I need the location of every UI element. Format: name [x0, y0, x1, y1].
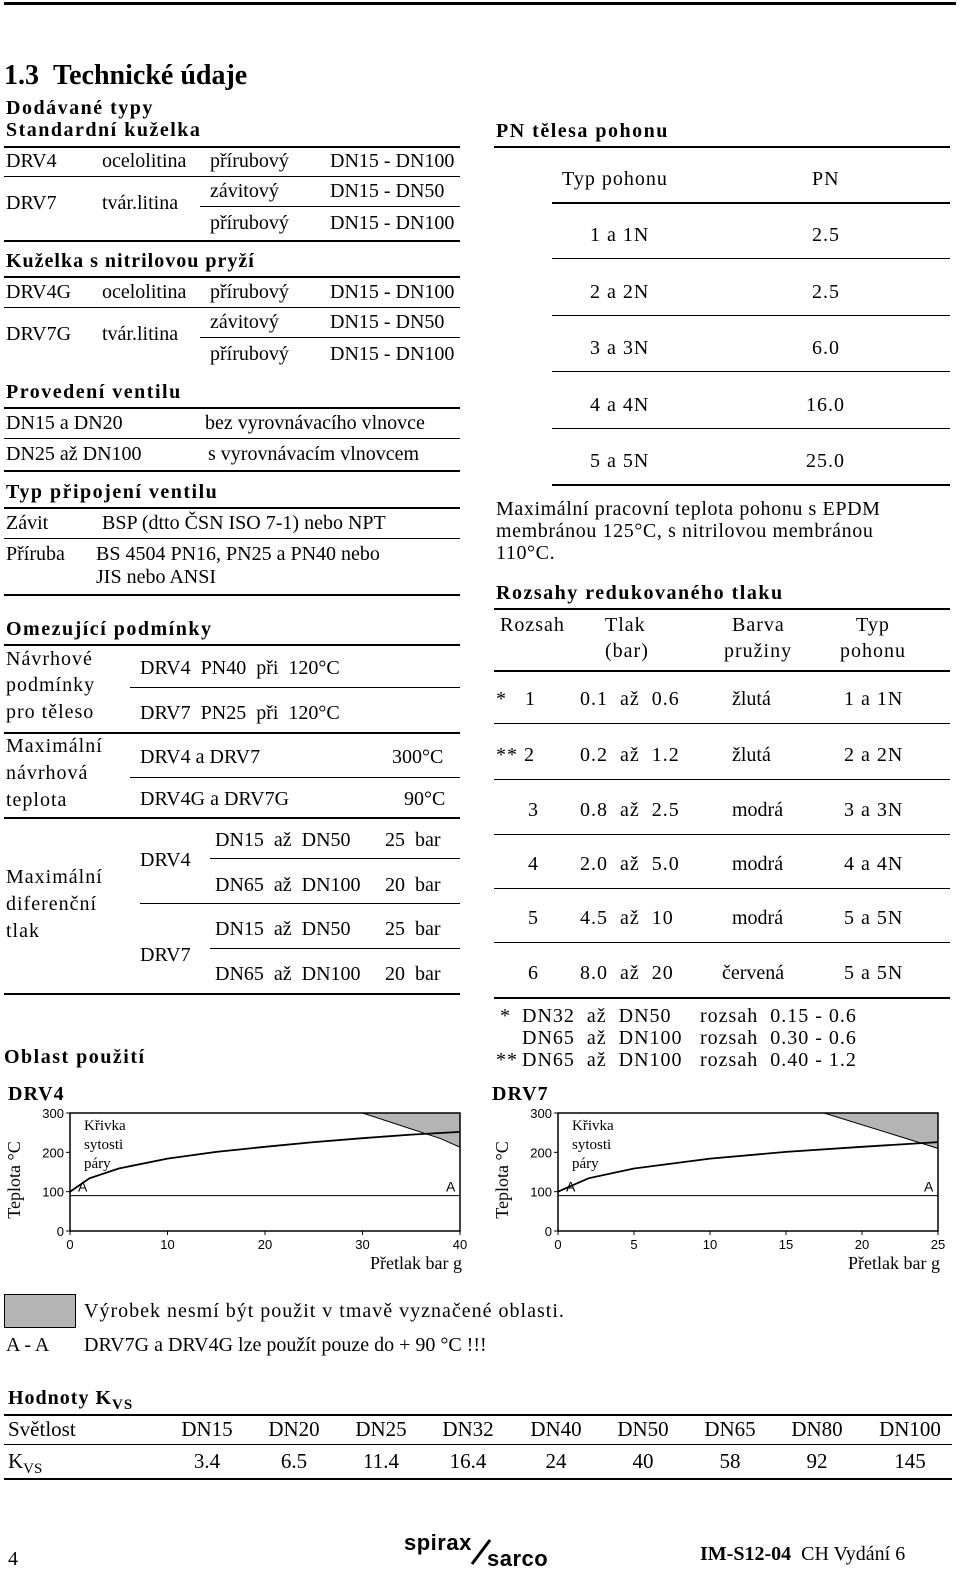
kvs-size: DN15	[181, 1417, 233, 1441]
range-color: žlutá	[732, 688, 771, 710]
range-actuator: 3 a 3N	[844, 799, 904, 821]
connection-value: JIS nebo ANSI	[96, 566, 217, 588]
curve-label: páry	[84, 1156, 111, 1172]
rule	[552, 258, 950, 259]
rule	[4, 470, 460, 472]
pn-value: 2.5	[812, 280, 840, 303]
pn-value: 25.0	[806, 450, 845, 472]
pn-type: 4 a 4N	[590, 393, 650, 416]
y-tick-label: 100	[42, 1184, 64, 1200]
row-connection: přírubový	[210, 343, 289, 365]
footnote-line	[496, 1005, 946, 1027]
maxtemp-value: 90°C	[404, 788, 446, 810]
plot-frame	[70, 1113, 460, 1231]
rule	[494, 997, 950, 999]
rule	[552, 202, 950, 204]
rule	[200, 337, 460, 338]
range-id: * 1	[496, 688, 536, 710]
logo-slash-icon	[468, 1538, 494, 1566]
design-heading: Provedení ventilu	[6, 381, 182, 403]
row-dn: DN15 - DN100	[330, 343, 455, 365]
pn-note-line: 110°C.	[496, 542, 556, 564]
kvs-value: 92	[806, 1449, 828, 1473]
steam-curve	[70, 1132, 460, 1192]
design-row: DRV4 PN40 při 120°C	[140, 657, 340, 679]
rule	[4, 507, 460, 509]
range-color: modrá	[732, 799, 784, 821]
kvs-label-sub: VS	[23, 1461, 43, 1478]
pn-header: Typ pohonu	[562, 168, 668, 190]
rule	[552, 428, 950, 429]
rule	[552, 371, 950, 372]
row-connection: závitový	[210, 311, 279, 333]
range-id: 5	[528, 907, 539, 929]
kvs-size: DN50	[617, 1417, 669, 1441]
ranges-header: Rozsah	[500, 614, 565, 636]
range-pressure: 0.8 až 2.5	[580, 799, 680, 821]
x-axis-label: Přetlak bar g	[848, 1253, 940, 1273]
rule	[494, 670, 950, 672]
diff-dn: DN15 až DN50	[215, 829, 351, 851]
pn-type: 3 a 3N	[590, 337, 650, 359]
connection-label: Příruba	[6, 543, 65, 565]
rule	[4, 240, 460, 242]
footnote-mark: *	[500, 1005, 511, 1027]
kvs-size: DN25	[355, 1417, 407, 1441]
kvs-value: 40	[632, 1449, 654, 1473]
footnote-mark: **	[496, 1049, 518, 1071]
footnote-range: rozsah 0.30 - 0.6	[700, 1027, 857, 1049]
restricted-area-swatch	[4, 1294, 76, 1328]
maxtemp-model: DRV4G a DRV7G	[140, 788, 290, 810]
design-range: DN25 až DN100	[6, 443, 142, 465]
row-type: DRV4	[6, 150, 57, 172]
footnote-dn: DN65 až DN100	[522, 1049, 683, 1071]
section-title-text: Technické údaje	[53, 60, 248, 91]
kvs-size: DN80	[791, 1417, 843, 1441]
diff-bar: 25 bar	[385, 829, 441, 851]
ranges-heading: Rozsahy redukovaného tlaku	[496, 582, 784, 604]
rule	[130, 687, 460, 688]
range-id: ** 2	[496, 744, 535, 766]
ranges-header: Tlak	[605, 614, 646, 636]
kvs-heading-sub: VS	[112, 1397, 134, 1413]
footnote-line	[496, 1027, 946, 1049]
footnote-dn: DN32 až DN50	[522, 1005, 672, 1027]
kvs-value: 6.5	[280, 1449, 308, 1473]
curve-label: Křivka	[84, 1118, 126, 1134]
range-color: modrá	[732, 907, 784, 929]
rule	[4, 176, 460, 177]
x-tick-label: 10	[702, 1237, 718, 1252]
pn-type: 1 a 1N	[590, 224, 650, 246]
application-heading: Oblast použití	[4, 1046, 146, 1068]
section-marker-left: A	[566, 1178, 576, 1195]
pn-header: PN	[812, 168, 840, 190]
x-tick-label: 25	[930, 1237, 946, 1252]
rule	[210, 858, 460, 859]
rule	[494, 608, 950, 610]
pn-note	[496, 498, 881, 564]
ranges-header: (bar)	[605, 640, 649, 662]
rule	[4, 1444, 952, 1445]
rule	[4, 146, 460, 148]
standard-plug-heading: Standardní kuželka	[6, 119, 202, 141]
y-tick-label: 200	[42, 1145, 64, 1161]
diff-model: DRV7	[140, 944, 191, 966]
pn-value: 16.0	[806, 393, 845, 416]
row-type: DRV7G	[6, 323, 72, 345]
kvs-value: 11.4	[363, 1449, 399, 1473]
x-tick-label: 15	[778, 1237, 794, 1252]
kvs-heading	[8, 1387, 133, 1414]
section-marker-right: A	[446, 1178, 456, 1195]
design-range: DN15 a DN20	[6, 412, 123, 434]
y-tick-label: 300	[530, 1106, 552, 1121]
range-pressure: 0.1 až 0.6	[580, 688, 680, 710]
rule	[4, 1478, 952, 1480]
row-dn: DN15 - DN50	[330, 180, 445, 202]
pn-note-line: membránou 125°C, s nitrilovou membránou	[496, 520, 874, 542]
diff-dn: DN15 až DN50	[215, 918, 351, 940]
design-desc: bez vyrovnávacího vlnovce	[205, 412, 425, 434]
diff-label: tlak	[6, 920, 40, 942]
rule	[140, 903, 460, 904]
maxtemp-label: teplota	[6, 789, 68, 811]
x-tick-label: 0	[66, 1237, 74, 1252]
kvs-size: DN40	[530, 1417, 582, 1441]
y-tick-label: 0	[544, 1224, 552, 1239]
rule	[4, 817, 460, 819]
pn-value: 6.0	[812, 337, 840, 359]
rule	[552, 315, 950, 316]
connection-heading: Typ připojení ventilu	[6, 481, 219, 503]
logo-sarco: sarco	[487, 1546, 549, 1571]
x-tick-label: 30	[355, 1237, 370, 1252]
diff-model: DRV4	[140, 849, 191, 871]
nitrile-plug-heading: Kuželka s nitrilovou pryží	[6, 250, 255, 272]
y-axis-label: Teplota °C	[4, 1141, 24, 1219]
rule	[494, 942, 950, 943]
y-tick-label: 0	[56, 1224, 64, 1239]
pn-heading: PN tělesa pohonu	[496, 120, 669, 142]
row-connection: závitový	[210, 180, 279, 202]
pn-type: 2 a 2N	[590, 280, 650, 303]
x-tick-label: 20	[854, 1237, 870, 1252]
maxtemp-model: DRV4 a DRV7	[140, 746, 261, 768]
row-dn: DN15 - DN50	[330, 311, 445, 333]
rule	[552, 484, 950, 486]
x-tick-label: 40	[452, 1237, 468, 1252]
doc-code-main: IM-S12-04	[700, 1543, 792, 1565]
section-marker-right: A	[924, 1178, 934, 1195]
rule	[4, 407, 460, 409]
curve-label: Křivka	[572, 1118, 614, 1134]
rule	[210, 948, 460, 949]
connection-value: BS 4504 PN16, PN25 a PN40 nebo	[96, 543, 380, 565]
legend-gray-text: Výrobek nesmí být použit v tmavě vyznačené oblasti.	[84, 1300, 565, 1322]
diff-label: diferenční	[6, 893, 98, 915]
rule	[494, 723, 950, 724]
maxtemp-value: 300°C	[392, 746, 444, 768]
design-label: podmínky	[6, 674, 96, 696]
top-rule	[4, 2, 956, 5]
range-pressure: 0.2 až 1.2	[580, 744, 680, 766]
row-type: DRV4G	[6, 281, 72, 303]
y-axis-label: Teplota °C	[492, 1141, 512, 1219]
kvs-value: 145	[894, 1449, 926, 1473]
rule	[4, 594, 460, 596]
x-axis-label: Přetlak bar g	[370, 1253, 462, 1273]
kvs-size: DN100	[879, 1417, 941, 1441]
rule	[130, 777, 460, 778]
row-dn: DN15 - DN100	[330, 281, 455, 303]
rule	[200, 206, 460, 207]
legend-aa-text: DRV7G a DRV4G lze použít pouze do + 90 °C !!!	[84, 1334, 487, 1356]
kvs-value: 58	[719, 1449, 741, 1473]
design-desc: s vyrovnávacím vlnovcem	[208, 443, 420, 465]
y-tick-label: 300	[42, 1106, 64, 1121]
range-id: 4	[528, 853, 539, 875]
footnote-line	[496, 1049, 946, 1071]
kvs-value: 3.4	[193, 1449, 221, 1473]
kvs-label-text: K	[8, 1449, 24, 1473]
curve-label: sytosti	[84, 1137, 124, 1153]
design-row: DRV7 PN25 při 120°C	[140, 702, 340, 724]
page-number: 4	[8, 1548, 18, 1570]
y-tick-label: 100	[530, 1184, 552, 1200]
logo-spirax: spirax	[404, 1530, 472, 1555]
row-connection: přírubový	[210, 150, 289, 172]
curve-label: páry	[572, 1156, 599, 1172]
pn-note-line: Maximální pracovní teplota pohonu s EPDM	[496, 498, 881, 520]
row-connection: přírubový	[210, 281, 289, 303]
diff-bar: 20 bar	[385, 963, 441, 985]
kvs-size-label: Světlost	[8, 1417, 76, 1441]
range-color: žlutá	[732, 744, 771, 766]
ranges-footnotes	[496, 1005, 946, 1071]
kvs-value: 16.4	[449, 1449, 487, 1473]
footnote-range: rozsah 0.15 - 0.6	[700, 1005, 857, 1027]
connection-label: Závit	[6, 512, 49, 534]
ranges-header: Barva	[732, 614, 785, 636]
kvs-heading-text: Hodnoty K	[8, 1387, 113, 1409]
row-material: tvár.litina	[102, 323, 179, 345]
maxtemp-label: návrhová	[6, 762, 89, 784]
design-label: pro těleso	[6, 701, 95, 723]
range-actuator: 4 a 4N	[844, 853, 904, 875]
x-tick-label: 0	[554, 1237, 562, 1252]
chart-drv4	[0, 1078, 470, 1278]
footnote-range: rozsah 0.40 - 1.2	[700, 1049, 857, 1071]
range-actuator: 2 a 2N	[844, 744, 904, 766]
design-label: Návrhové	[6, 648, 93, 670]
row-material: ocelolitina	[102, 150, 187, 172]
diff-bar: 20 bar	[385, 874, 441, 896]
kvs-size: DN20	[268, 1417, 320, 1441]
row-connection: přírubový	[210, 212, 289, 234]
x-tick-label: 10	[160, 1237, 175, 1252]
range-color: červená	[722, 962, 785, 984]
rule	[4, 993, 460, 995]
maxtemp-label: Maximální	[6, 735, 103, 757]
chart-drv7	[488, 1078, 958, 1278]
section-marker-left: A	[78, 1178, 88, 1195]
range-pressure: 4.5 až 10	[580, 907, 674, 929]
rule	[4, 307, 460, 308]
rule	[494, 888, 950, 889]
chart-title: DRV4	[8, 1083, 65, 1105]
range-actuator: 5 a 5N	[844, 907, 904, 929]
diff-bar: 25 bar	[385, 918, 441, 940]
range-id: 6	[528, 962, 539, 984]
ranges-header: Typ	[856, 614, 890, 636]
rule	[4, 538, 460, 539]
legend-aa-label: A - A	[6, 1334, 50, 1356]
curve-label: sytosti	[572, 1137, 612, 1153]
rule	[4, 438, 460, 439]
pn-type: 5 a 5N	[590, 450, 650, 472]
diff-dn: DN65 až DN100	[215, 963, 361, 985]
row-dn: DN15 - DN100	[330, 150, 455, 172]
rule	[4, 276, 460, 278]
limits-heading: Omezující podmínky	[6, 618, 213, 640]
connection-value: BSP (dtto ČSN ISO 7-1) nebo NPT	[102, 512, 386, 534]
range-id: 3	[528, 799, 539, 821]
supplied-heading: Dodávané typy	[6, 97, 154, 119]
doc-code	[700, 1543, 905, 1566]
ranges-header: pohonu	[840, 640, 906, 662]
diff-label: Maximální	[6, 866, 103, 888]
steam-curve	[558, 1142, 938, 1192]
range-actuator: 5 a 5N	[844, 962, 904, 984]
kvs-size: DN32	[442, 1417, 494, 1441]
ranges-header: pružiny	[724, 640, 793, 662]
rule	[494, 834, 950, 835]
y-tick-label: 200	[530, 1145, 552, 1161]
range-color: modrá	[732, 853, 784, 875]
section-number: 1.3	[4, 60, 39, 91]
chart-title: DRV7	[492, 1083, 549, 1105]
row-material: ocelolitina	[102, 281, 187, 303]
x-tick-label: 20	[257, 1237, 273, 1252]
footnote-dn: DN65 až DN100	[522, 1027, 683, 1049]
range-pressure: 2.0 až 5.0	[580, 853, 680, 875]
rule	[4, 1414, 952, 1416]
x-tick-label: 5	[630, 1237, 638, 1252]
pn-value: 2.5	[812, 224, 840, 246]
diff-dn: DN65 až DN100	[215, 874, 361, 896]
range-pressure: 8.0 až 20	[580, 962, 674, 984]
kvs-value-label	[8, 1449, 42, 1478]
rule	[494, 779, 950, 780]
rule	[4, 644, 460, 646]
row-material: tvár.litina	[102, 192, 179, 214]
restricted-area	[363, 1113, 461, 1147]
doc-code-rest: CH Vydání 6	[801, 1543, 906, 1565]
rule	[494, 146, 950, 148]
range-actuator: 1 a 1N	[844, 688, 904, 710]
row-type: DRV7	[6, 192, 57, 214]
kvs-value: 24	[545, 1449, 567, 1473]
rule	[4, 732, 460, 734]
row-dn: DN15 - DN100	[330, 212, 455, 234]
kvs-size: DN65	[704, 1417, 756, 1441]
section-title	[4, 60, 247, 92]
